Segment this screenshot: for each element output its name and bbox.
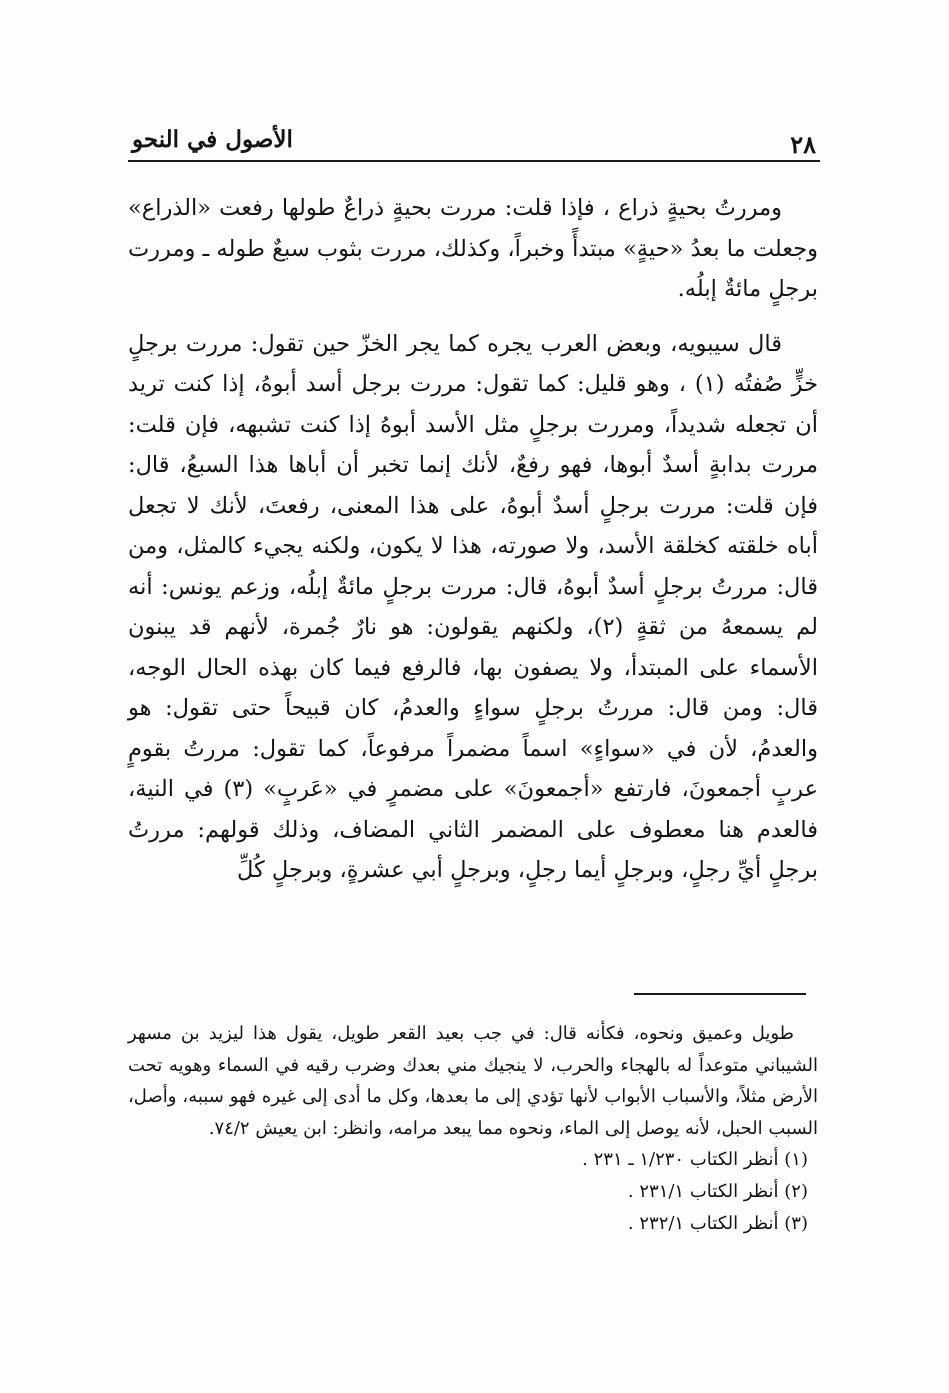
footnotes <box>128 1018 818 1239</box>
main-text <box>128 188 818 891</box>
footnote-3: (٣) أنظر الكتاب ٢٣٢/١ . <box>627 1212 808 1234</box>
body-paragraph: ومررتُ بحيةٍ ذراع ، فإذا قلت: مررت بحيةٍ ذراعٌ طولها رفعت «الذراع» وجعلت ما بعدُ «حيةٍ» مبتدأً وخبراً، وكذلك، مررت بثوب سبعٌ طوله ـ ومررت برجلٍ مائةٌ إبلُه. <box>128 195 818 302</box>
footnote-continuation: طويل وعميق ونحوه، فكأنه قال: في جب بعيد القعر طويل، يقول هذا ليزيد بن مسهر الشيباني متوعداً له بالهجاء والحرب، لا ينجيك مني بعدك وضرب رقيه في السماء وهويه تحت الأرض مثلاً، والأسباب الأبواب لأنها تؤدي إلى ما بعدها، وكل ما أدى إلى غيره فهو سببه، وأصل، السبب الحبل، لأنه يوصل إلى الماء، ونحوه مما يبعد مرامه، وانظر: ابن يعيش ٧٤/٢. <box>128 1023 818 1139</box>
footnote-divider <box>634 993 806 995</box>
page-header <box>128 124 818 160</box>
header-divider <box>128 160 820 162</box>
page-number: ٢٨ <box>790 130 816 159</box>
body-paragraph: قال سيبويه، وبعض العرب يجره كما يجر الخزّ حين تقول: مررت برجلٍ خزٍّ صُفتُه (١) ، وهو قليل: كما تقول: مررت برجل أسد أبوهُ، إذا كنت تريد أن تجعله شديداً، ومررت برجلٍ مثل الأسد أبوهُ إذا كنت تشبهه، فإن قلت: مررت بدابةٍ أسدٌ أبوها، فهو رفعٌ، لأنك إنما تخبر أن أباها هذا السبعُ، قال: فإن قلت: مررت برجلٍ أسدٌ أبوهُ، على هذا المعنى، رفعتَ، لأنك لا تجعل أباه خلقته كخلقة الأسد، ولا صورته، هذا لا يكون، ولكنه يجيء كالمثل، ومن قال: مررتُ برجلٍ أسدٌ أبوهُ، قال: مررت برجلٍ مائةٌ إبلُه، وزعم يونس: أنه لم يسمعهُ من ثقةٍ (٢)، ولكنهم يقولون: هو نارٌ جُمرة، لأنهم قد يبنون الأسماء على المبتدأ، ولا يصفون بها، فالرفع فيما كان بهذه الحال الوجه، قال: ومن قال: مررتُ برجلٍ سواءٍ والعدمُ، كان قبيحاً حتى تقول: هو والعدمُ، لأن في «سواءٍ» اسماً مضمراً مرفوعاً، كما تقول: مررتُ بقومٍ عربٍ أجمعونَ، فارتفع «أجمعونَ» على مضمرٍ في «عَربٍ» (٣) في النية، فالعدم هنا معطوف على المضمر الثاني المضاف، وذلك قولهم: مررتُ برجلٍ أيِّ رجلٍ، وبرجلٍ أيما رجلٍ، وبرجلٍ أبي عشرةٍ، وبرجلٍ كُلِّ <box>128 330 819 883</box>
footnote-1: (١) أنظر الكتاب ١/٢٣٠ ـ ٢٣١ . <box>582 1149 808 1171</box>
footnote-2: (٢) أنظر الكتاب ٢٣١/١ . <box>627 1180 808 1202</box>
running-title: الأصول في النحو <box>132 126 293 153</box>
